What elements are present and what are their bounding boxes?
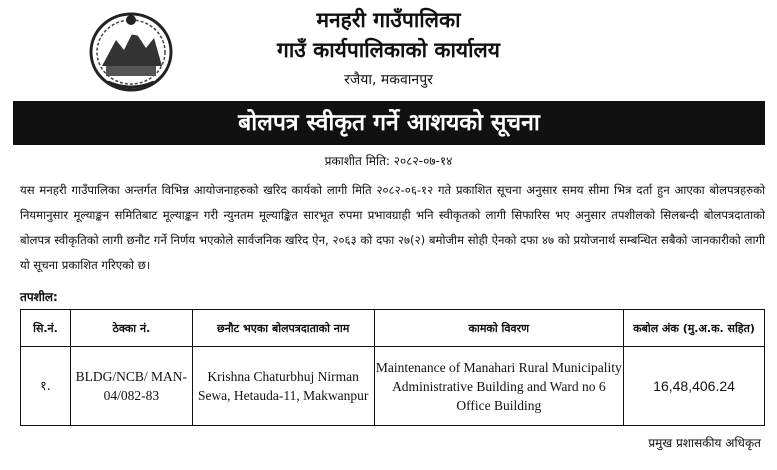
signature-title: प्रमुख प्रशासकीय अधिकृत [648, 436, 761, 450]
award-table [20, 309, 765, 426]
details-label: तपशील: [20, 290, 58, 304]
office-address: रजैया, मकवानपुर [344, 72, 433, 88]
office-name: गाउँ कार्यपालिकाको कार्यालय [277, 38, 500, 62]
notice-title-banner: बोलपत्र स्वीकृत गर्ने आशयको सूचना [13, 101, 765, 145]
col-header-contract-no: ठेक्का नं. [70, 310, 192, 347]
col-header-bidder: छनौट भएका बोलपत्रदाताको नाम [192, 310, 374, 347]
col-header-serial: सि.नं. [21, 310, 71, 347]
notice-body: यस मनहरी गाउँपालिका अन्तर्गत विभिन्न आयोजनाहरुको खरिद कार्यको लागी मिति २०८२-०६-१२ गते प्रकाशित सूचना अनुसार समय सीमा भित्र दर्ता हुन आएका बोलपत्रहरुको नियमानुसार मूल्याङ्कन समितिबाट मूल्याङ्कन गरी न्युनतम मूल्याङ्कित सारभूत रुपमा प्रभावग्राही भनि स्वीकृतको लागी सिफारिस भए अनुसार तपशीलको सिलबन्दी बोलपत्रदाताको बोलपत्र स्वीकृतिको लागी छनौट गर्ने निर्णय भएकोले सार्वजनिक खरिद ऐन, २०६३ को दफा २७(२) बमोजीम सोही ऐनको दफा ४७ को प्रयोजनार्थ सम्बन्धित सबैको जानकारीको लागी यो सूचना प्रकाशित गरिएको छ। [20, 183, 765, 272]
cell-amount: 16,48,406.24 [624, 347, 765, 426]
col-header-amount: कबोल अंक (मु.अ.क. सहित) [624, 310, 765, 347]
table-row [21, 347, 765, 426]
col-header-work: कामको विवरण [374, 310, 624, 347]
cell-contract-no: BLDG/NCB/ MAN-04/082-83 [70, 347, 192, 426]
municipality-name: मनहरी गाउँपालिका [316, 8, 461, 32]
cell-bidder: Krishna Chaturbhuj Nirman Sewa, Hetauda-11, Makwanpur [192, 347, 374, 426]
table-header-row [21, 310, 765, 347]
cell-work: Maintenance of Manahari Rural Municipality Administrative Building and Ward no 6 Office Building [374, 347, 624, 426]
published-date: प्रकाशीत मिति: २०८२-०७-१४ [324, 154, 453, 168]
cell-serial: १. [21, 347, 71, 426]
